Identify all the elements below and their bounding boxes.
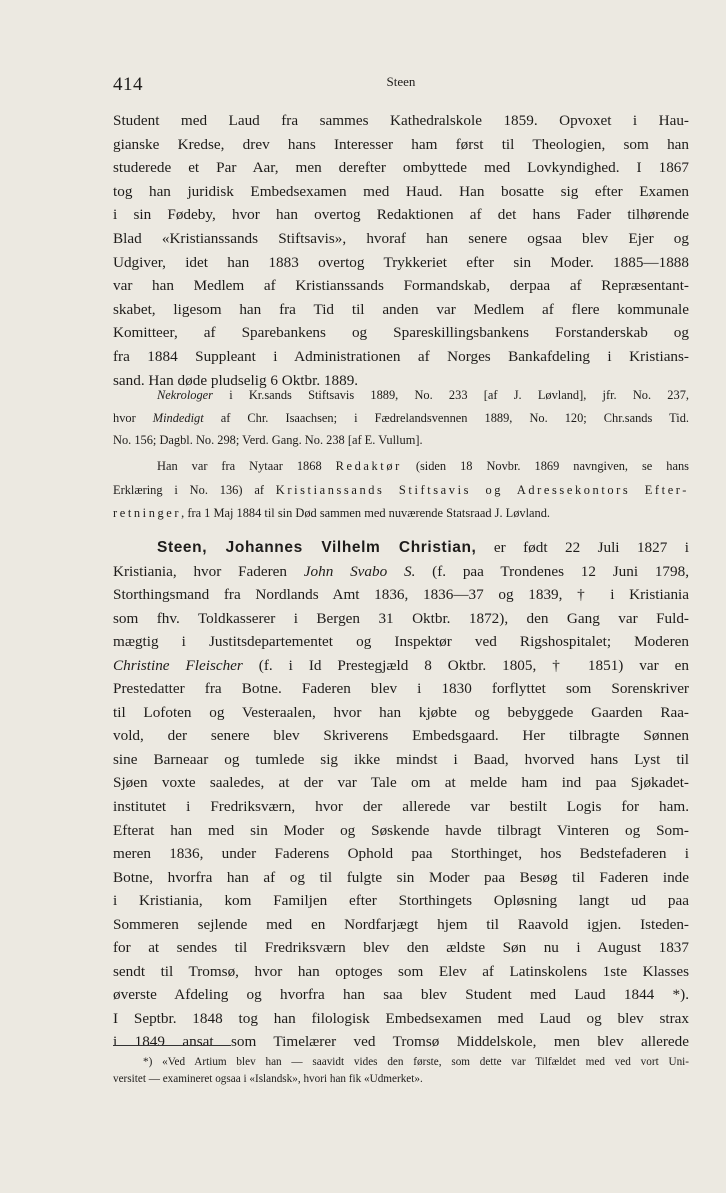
text-line: Prestedatter fra Botne. Faderen blev i 1830 forflyttet som Sorenskriver — [113, 680, 689, 698]
text-line: i Kristiania, kom Familjen efter Storthingets Opløsning langt ud paa — [113, 892, 689, 910]
reference-line: Erklæring i No. 136) af Kristianssands Stiftsavis og Adressekontors Efter- — [113, 482, 689, 497]
text-line: Udgiver, idet han 1883 overtog Trykkeriet efter sin Moder. 1885—1888 — [113, 253, 689, 271]
text-line: mægtig i Justitsdepartementet og Inspektør ved Rigshospitalet; Moderen — [113, 633, 689, 651]
text-line: sand. Han døde pludselig 6 Oktbr. 1889. — [113, 371, 359, 389]
text-line: øverste Afdeling og hvorfra han saa blev Student med Laud 1844 *). — [113, 986, 689, 1004]
text-line: Student med Laud fra sammes Kathedralskole 1859. Opvoxet i Hau- — [113, 112, 689, 129]
text-line: Komitteer, af Sparebankens og Spareskillingsbankens Forstanderskab og — [113, 324, 689, 342]
entry-continuation — [113, 109, 689, 392]
editorship-note — [113, 455, 689, 526]
text-line: Blad «Kristianssands Stiftsavis», hvoraf han senere ogsaa blev Ejer og — [113, 229, 689, 247]
text-line: studerede et Par Aar, men derefter ombyttede med Lovkyndighed. I 1867 — [113, 159, 689, 177]
text-line: institutet i Fredriksværn, hvor der allerede var bestilt Logis for ham. — [113, 798, 689, 816]
text-line: fra 1884 Suppleant i Administrationen af Norges Bankafdeling i Kristians- — [113, 347, 689, 365]
reference-line: Nekrologer i Kr.sands Stiftsavis 1889, No. 233 [af J. Løvland], jfr. No. 237, — [157, 388, 689, 402]
text-line: sendt til Tromsø, hvor han optoges som Elev af Latinskolens 1ste Klasses — [113, 962, 689, 980]
text-line: meren 1836, under Faderens Ophold paa Storthinget, hos Bedstefaderen i — [113, 845, 689, 863]
text-line: Sjøen voxte saaledes, at der var Tale om at melde ham ind paa Sjøkadet- — [113, 774, 689, 792]
text-line: gianske Kredse, drev hans Interesser ham først til Theologien, som han — [113, 135, 689, 153]
text-line: I Septbr. 1848 tog han filologisk Embedsexamen med Laud og blev strax — [113, 1009, 689, 1027]
footnote-line: *) «Ved Artium blev han — saavidt vides den første, som dette var Tilfældet med ved vort Uni- — [143, 1056, 689, 1068]
text-line: i sin Fødeby, hvor han overtog Redaktionen af det hans Fader tilhørende — [113, 206, 689, 224]
running-head: Steen — [386, 74, 416, 89]
text-line: til Lofoten og Vesteraalen, hvor han kjøbte og bebyggede Gaarden Raa- — [113, 703, 689, 721]
footnote-line: versitet — examineret ogsaa i «Islandsk», hvori han fik «Udmerket». — [113, 1073, 423, 1085]
text-line: Storthingsmand fra Nordlands Amt 1836, 1836—37 og 1839, † i Kristiania — [113, 586, 689, 604]
text-line: var han Medlem af Kristianssands Formandskab, derpaa af Repræsentant- — [113, 277, 689, 295]
biography-entry — [113, 536, 689, 1054]
reference-line: Han var fra Nytaar 1868 Redaktør (siden 18 Novbr. 1869 navngiven, se hans — [157, 459, 689, 473]
reference-line: hvor Mindedigt af Chr. Isaachsen; i Fædrelandsvennen 1889, No. 120; Chr.sands Tid. — [113, 410, 690, 425]
text-line: vold, der senere blev Skriverens Embedsgaard. Her tilbragte Sønnen — [113, 727, 689, 745]
text-line: Christine Fleischer (f. i Id Prestegjæld 8 Oktbr. 1805, † 1851) var en — [113, 656, 689, 674]
page-number: 414 — [113, 74, 143, 95]
text-line: som fhv. Toldkasserer i Bergen 31 Oktbr. 1872), den Gang var Fuld- — [113, 609, 689, 627]
text-line: Sommeren sejlende med en Nordfarjægt hjem til Raavold igjen. Isteden- — [113, 915, 689, 933]
text-line: tog han juridisk Embedsexamen med Haud. Han bosatte sig efter Examen — [113, 182, 689, 200]
reference-line: retninger, fra 1 Maj 1884 til sin Død sammen med nuværende Statsraad J. Løvland. — [113, 506, 551, 520]
entry-heading-line: Steen, Johannes Vilhelm Christian, er født 22 Juli 1827 i — [157, 539, 689, 556]
text-line: Botne, hvorfra han af og til fulgte sin Moder paa Besøg til Faderen inde — [113, 868, 689, 886]
footnote — [113, 1054, 689, 1088]
references — [113, 384, 689, 452]
text-line: skabet, ligesom han fra Tid til anden var Medlem af flere kommunale — [113, 300, 689, 318]
text-line: Efterat han med sin Moder og Søskende havde tilbragt Vinteren og Som- — [113, 821, 689, 839]
text-line: i 1849 ansat som Timelærer ved Tromsø Middelskole, men blev allerede — [113, 1033, 689, 1051]
text-line: for at sendes til Fredriksværn blev den ældste Søn nu i August 1837 — [113, 939, 689, 957]
text-line: Kristiania, hvor Faderen John Svabo S. (f. paa Trondenes 12 Juni 1798, — [113, 562, 689, 580]
footnote-rule — [113, 1045, 231, 1046]
text-line: sine Barneaar og tumlede sig ikke mindst i Baad, hvorved hans Lyst til — [113, 750, 689, 768]
reference-line: No. 156; Dagbl. No. 298; Verd. Gang. No. 238 [af E. Vullum]. — [113, 433, 423, 447]
entry-name: Steen, Johannes Vilhelm Christian, — [157, 539, 477, 556]
page-header — [113, 70, 689, 94]
